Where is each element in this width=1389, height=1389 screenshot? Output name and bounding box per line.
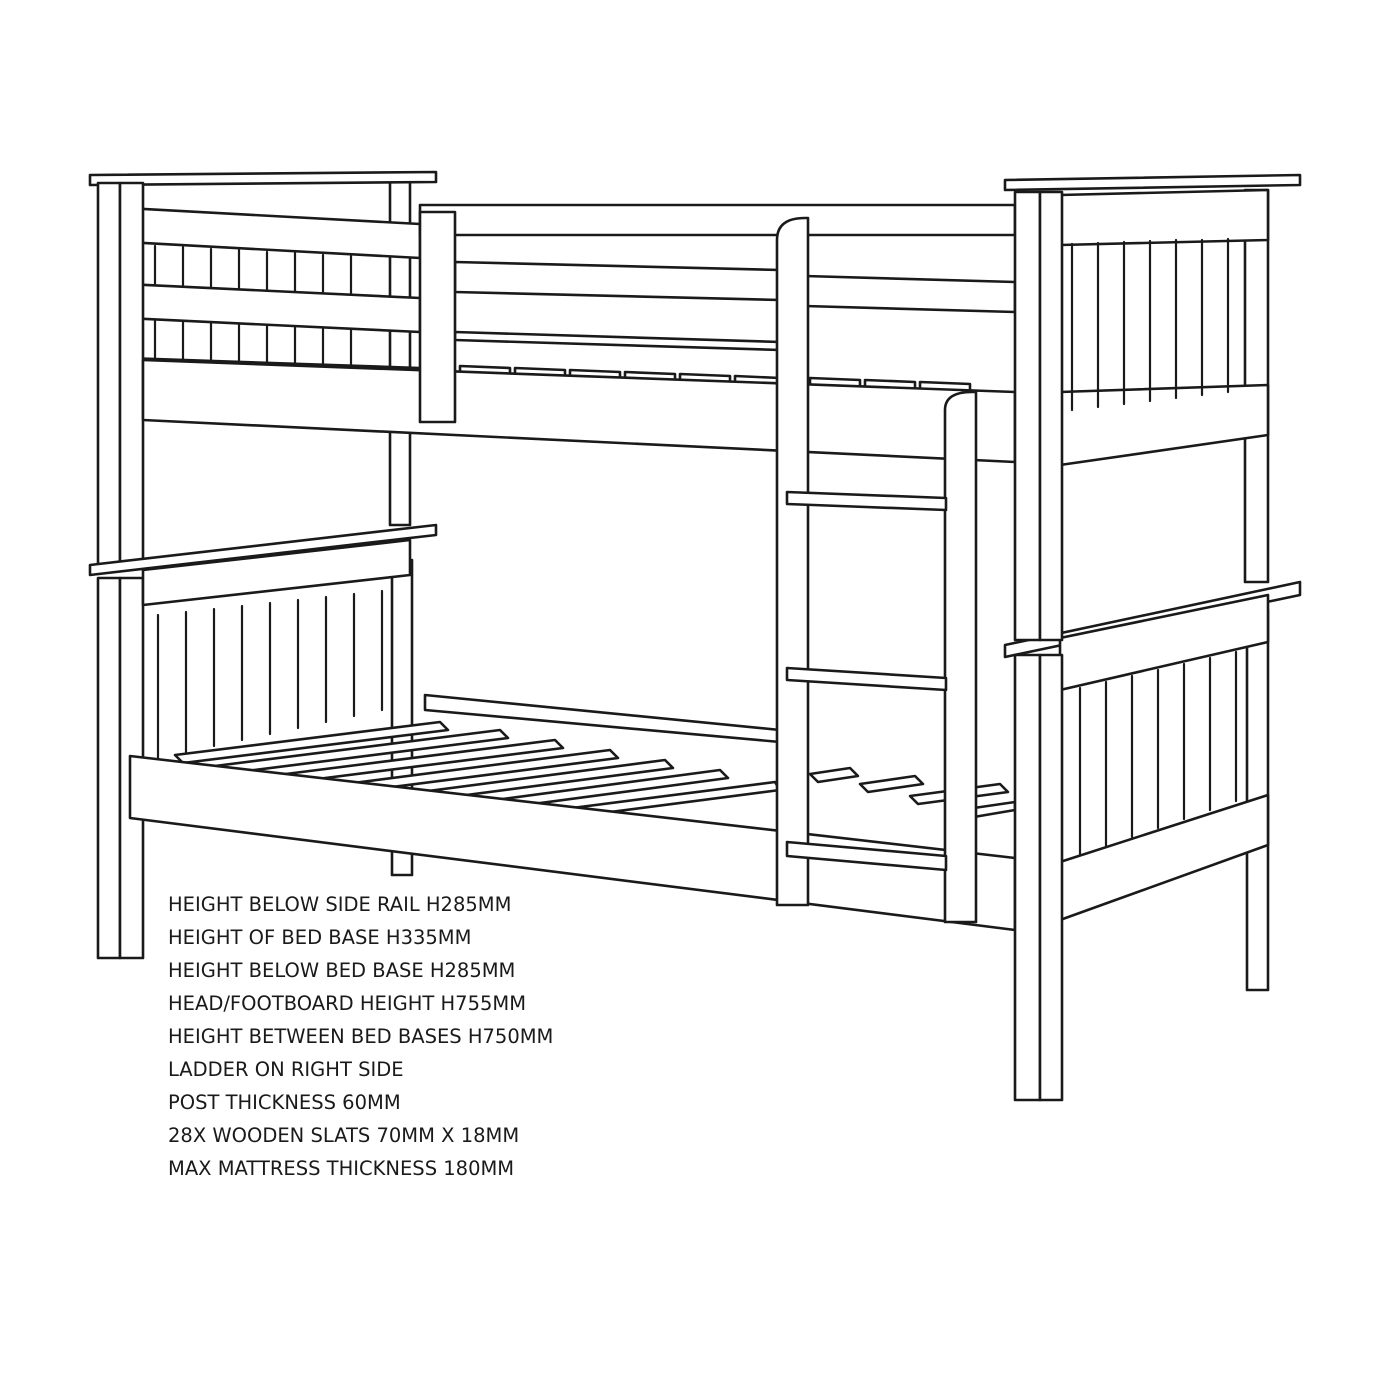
spec-line: MAX MATTRESS THICKNESS 180MM xyxy=(168,1157,515,1180)
spec-line: HEIGHT BETWEEN BED BASES H750MM xyxy=(168,1025,554,1048)
spec-line: HEIGHT OF BED BASE H335MM xyxy=(168,926,472,949)
ladder[interactable] xyxy=(777,218,976,922)
spec-line: HEIGHT BELOW BED BASE H285MM xyxy=(168,959,516,982)
specification-list xyxy=(168,888,553,1185)
spec-line: HEAD/FOOTBOARD HEIGHT H755MM xyxy=(168,992,527,1015)
spec-line: 28X WOODEN SLATS 70MM X 18MM xyxy=(168,1124,520,1147)
spec-line: HEIGHT BELOW SIDE RAIL H285MM xyxy=(168,893,512,916)
upper-back-rail xyxy=(420,205,1015,350)
spec-line: LADDER ON RIGHT SIDE xyxy=(168,1058,404,1081)
spec-line: POST THICKNESS 60MM xyxy=(168,1091,401,1114)
